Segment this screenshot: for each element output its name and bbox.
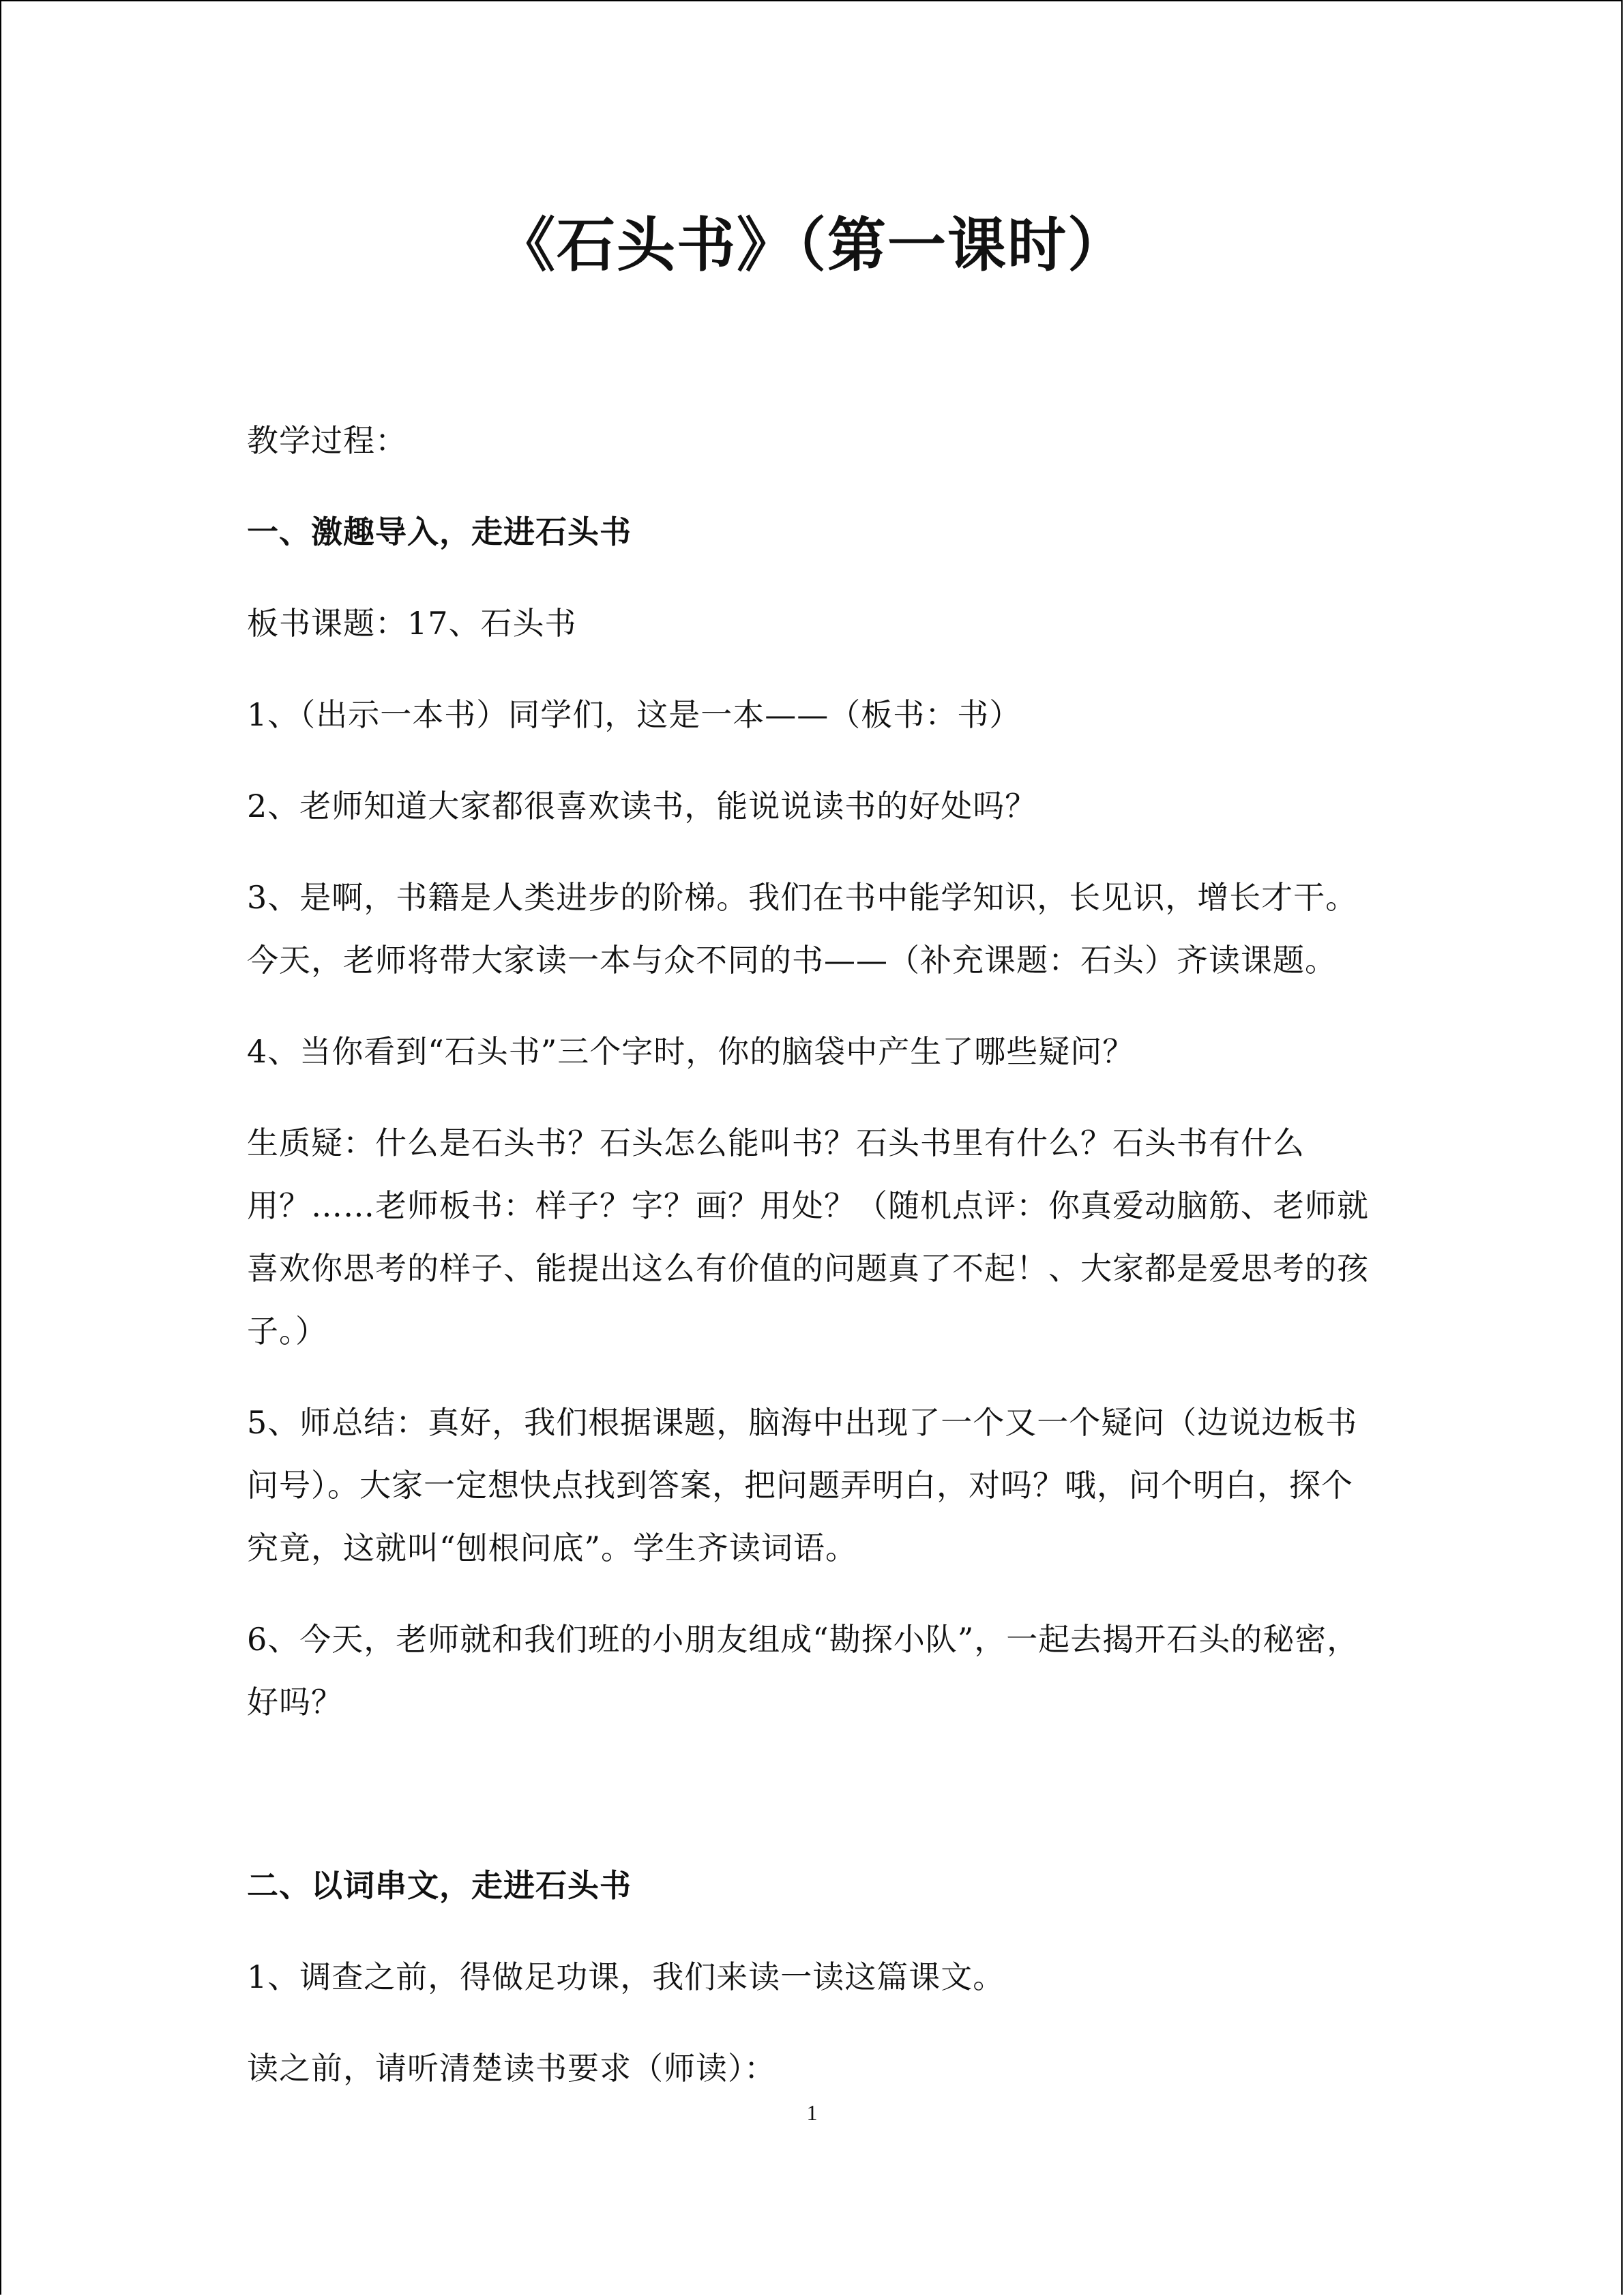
paragraph-step-3: 3、是啊，书籍是人类进步的阶梯。我们在书中能学知识，长见识，增长才干。今天，老师将带大家读一本与众不同的书——（补充课题：石头）齐读课题。 <box>247 879 1358 979</box>
section-gap <box>247 1762 1379 1854</box>
paragraph-step-4: 4、当你看到“石头书”三个字时，你的脑袋中产生了哪些疑问？ <box>247 1033 1135 1070</box>
page-number: 1 <box>806 2100 818 2125</box>
paragraph-step-5: 5、师总结：真好，我们根据课题，脑海中出现了一个又一个疑问（边说边板书问号）。大家一定想快点找到答案，把问题弄明白，对吗？哦，问个明白，探个究竟，这就叫“刨根问底”。学生齐读词语。 <box>247 1404 1358 1566</box>
section-heading-1: 一、激趣导入，走进石头书 <box>247 513 632 550</box>
paragraph-step-2: 2、老师知道大家都很喜欢读书，能说说读书的好处吗？ <box>247 788 1037 824</box>
paragraph-section2-step-1: 1、调查之前，得做足功课，我们来读一读这篇课文。 <box>247 1958 1005 1995</box>
document-body <box>247 409 1379 2128</box>
paragraph-teaching-process: 教学过程： <box>247 422 407 459</box>
paragraph-board-title: 板书课题：17、石头书 <box>247 605 577 642</box>
page-title: 《石头书》（第一课时） <box>497 211 1127 280</box>
section-heading-2: 二、以词串文，走进石头书 <box>247 1867 632 1904</box>
paragraph-step-6: 6、今天，老师就和我们班的小朋友组成“勘探小队”，一起去揭开石头的秘密，好吗？ <box>247 1621 1359 1720</box>
paragraph-reading-requirements: 读之前，请听清楚读书要求（师读）： <box>247 2050 776 2087</box>
paragraph-step-1: 1、（出示一本书）同学们，这是一本——（板书：书） <box>247 696 1022 733</box>
paragraph-student-questions: 生质疑：什么是石头书？石头怎么能叫书？石头书里有什么？石头书有什么用？……老师板书：样子？字？画？用处？（随机点评：你真爱动脑筋、老师就喜欢你思考的样子、能提出这么有价值的问题真了不起！、大家都是爱思考的孩子。） <box>247 1124 1369 1350</box>
